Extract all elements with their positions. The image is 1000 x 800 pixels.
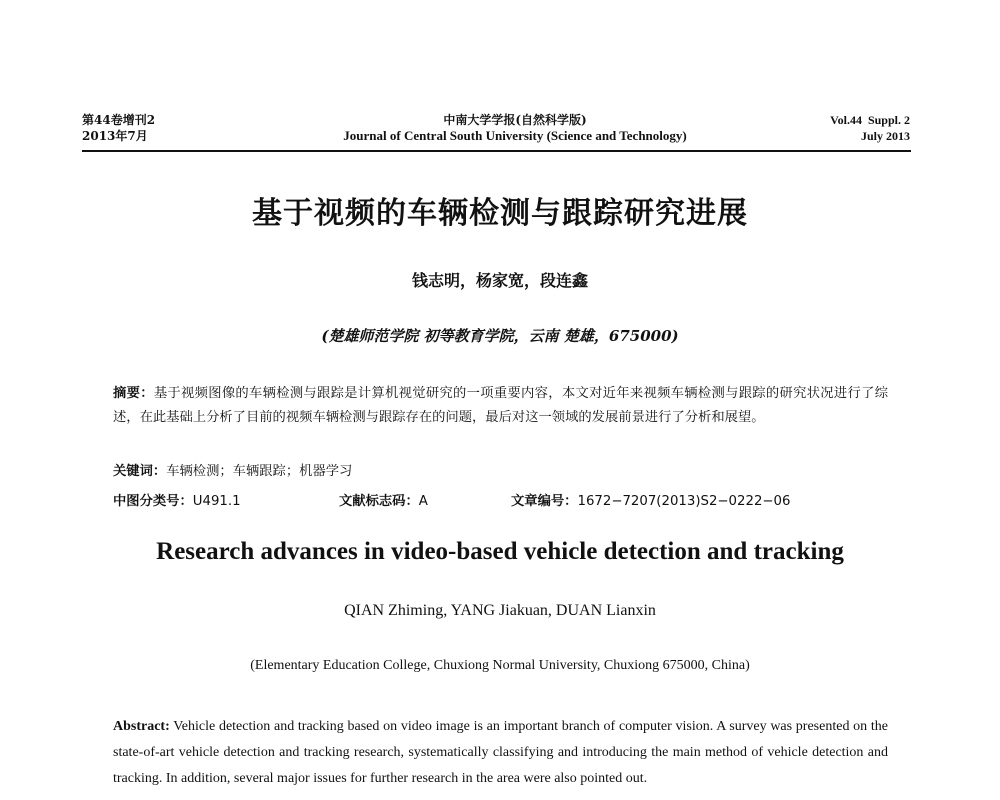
article-no-value: 1672−7207(2013)S2−0222−06 <box>577 494 791 509</box>
affiliation-cn: (楚雄师范学院 初等教育学院，云南 楚雄，675000) <box>321 327 679 345</box>
header-journal <box>280 112 750 144</box>
header-left <box>82 112 232 144</box>
clc-value: U491.1 <box>192 494 241 509</box>
abstract-en-label: Abstract: <box>113 719 170 734</box>
authors-cn: 钱志明，杨家宽，段连鑫 <box>411 271 588 290</box>
header-right <box>790 112 910 144</box>
abstract-cn-text: 基于视频图像的车辆检测与跟踪是计算机视觉研究的一项重要内容，本文对近年来视频车辆检测与跟踪的研究状况进行了综述，在此基础上分析了目前的视频车辆检测与跟踪存在的问题，最后对这一领域的发展前景进行了分析和展望。 <box>113 386 889 425</box>
publication-month: July 2013 <box>860 129 910 143</box>
abstract-cn <box>113 382 888 430</box>
paper-title-en: Research advances in video-based vehicle detection and tracking <box>156 538 844 565</box>
clc-label: 中图分类号： <box>113 494 193 509</box>
keywords-cn-text: 车辆检测；车辆跟踪；机器学习 <box>166 464 353 479</box>
doc-code-label: 文献标志码： <box>339 494 419 509</box>
paper-title-cn: 基于视频的车辆检测与跟踪研究进展 <box>252 196 748 231</box>
volume-supplement: Vol.44 Suppl. 2 <box>830 113 910 127</box>
abstract-en <box>113 714 888 792</box>
document-code <box>339 490 428 509</box>
affiliation-en: (Elementary Education College, Chuxiong Normal University, Chuxiong 675000, China) <box>250 658 750 673</box>
abstract-cn-label: 摘要： <box>113 386 154 401</box>
header-rule <box>82 150 911 152</box>
authors-en: QIAN Zhiming, YANG Jiakuan, DUAN Lianxin <box>344 602 656 619</box>
classification-row <box>113 490 888 512</box>
article-number <box>511 490 790 509</box>
journal-name-cn: 中南大学学报(自然科学版) <box>443 113 587 127</box>
keywords-cn <box>113 460 888 479</box>
keywords-cn-label: 关键词： <box>113 464 167 479</box>
doc-code-value: A <box>418 494 428 509</box>
abstract-en-text: Vehicle detection and tracking based on video image is an important branch of computer vision. A survey was presented on the state-of-art vehicle detection and tracking research, systematically classifying and introducing the main method of vehicle detection and tracking. In addition, several major issues for further research in the area were also pointed out. <box>113 719 889 786</box>
volume-issue: 第44卷增刊2 <box>82 113 156 127</box>
journal-name-en: Journal of Central South University (Science and Technology) <box>343 128 687 143</box>
publication-date: 2013年7月 <box>82 129 148 143</box>
clc-number <box>113 490 241 509</box>
article-no-label: 文章编号： <box>511 494 578 509</box>
